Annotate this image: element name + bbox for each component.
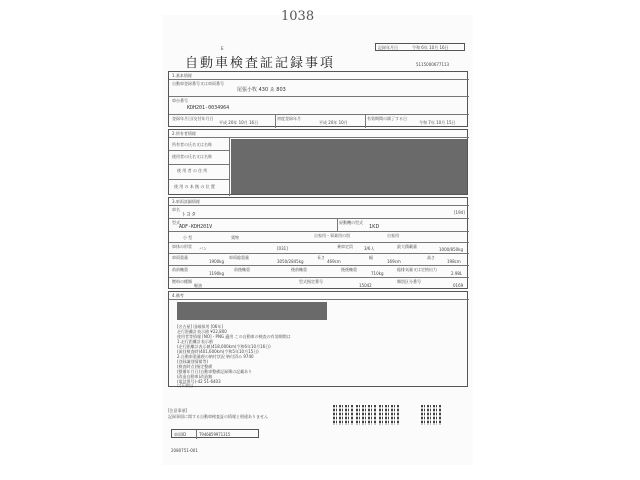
first-year-label: 初度登録年月 <box>277 116 301 121</box>
section-basic-info <box>168 71 468 127</box>
body-value: バン <box>199 246 207 251</box>
maker-value: トヨタ <box>181 212 197 218</box>
reg-number-value: 尾張小牧 430 ゑ 803 <box>237 87 286 93</box>
remark-line: (走行距離計表示値)418,000km(令和6年10月16日) <box>177 344 271 349</box>
vehicle-id-box <box>171 429 259 438</box>
user-address-label: 使 用 者 の 住 所 <box>177 168 208 173</box>
qr-code <box>421 405 441 425</box>
use-label: 自家用・事業用の別 <box>314 233 350 238</box>
first-reg-label: 登録年月日/交付年月日 <box>172 116 214 121</box>
engine-label: 原動機の型式 <box>339 220 363 225</box>
weight-value: 1900kg <box>209 259 225 264</box>
model-number-value: 15042 <box>359 283 372 288</box>
remark-line: 2.自動車重量税の納付状況 納付済み 9740 <box>177 354 254 359</box>
expiry-label: 有効期間の満了する日 <box>367 116 407 121</box>
gross-label: 車両総重量 <box>229 255 249 260</box>
class-number-label: 類別区分番号 <box>397 279 421 284</box>
length-value: 469cm <box>327 259 341 264</box>
height-value: 198cm <box>447 259 461 264</box>
qr-code <box>356 405 376 425</box>
maker-label: 車名 <box>172 207 180 212</box>
remark-line: 走行距離計表示値 ¥22,800 <box>177 329 227 334</box>
small-e-mark: E <box>221 46 224 51</box>
redacted-remarks-block <box>177 302 327 320</box>
section1-heading: 1.基本情報 <box>172 73 192 78</box>
weight-label: 車両重量 <box>172 255 188 260</box>
first-year-value: 平成 20年 10月 <box>319 120 348 125</box>
front-rear-axle-label: 前後軸重 <box>234 267 250 272</box>
fuel-label: 燃料の種類 <box>172 279 192 284</box>
cargo-label: 貨物 <box>231 235 239 240</box>
section-vehicle-details <box>168 197 468 289</box>
width-label: 幅 <box>369 255 373 260</box>
remark-line: (検査時点)指定整備 <box>177 364 213 369</box>
remark-line: (登録識別情報等) <box>177 359 209 364</box>
qr-code <box>379 405 399 425</box>
vin-value: KDH201-0034964 <box>187 105 230 111</box>
base-location-label: 使 用 の 本 拠 の 位 置 <box>174 184 215 189</box>
document-code: 5115000677113 <box>416 62 450 67</box>
displacement-label: 総排気量又は定格出力 <box>397 267 437 272</box>
capacity-value: 3/6人 <box>364 246 375 251</box>
width-value: 169cm <box>387 259 401 264</box>
document-title: 自動車検査証記録事項 <box>185 56 336 71</box>
capacity-label: 乗車定員 <box>337 244 353 249</box>
displacement-value: 2.98L <box>451 271 463 276</box>
vin-label: 車台番号 <box>172 98 188 103</box>
expiry-value: 令和 7年 10月 15日 <box>419 120 456 125</box>
height-label: 高さ <box>427 255 435 260</box>
qr-code <box>333 405 353 425</box>
front-front-axle-value: 1190kg <box>209 271 225 276</box>
length-label: 長さ <box>317 255 325 260</box>
owner-label: 所有者の氏名又は名称 <box>172 142 212 147</box>
reg-number-label: 自動車登録番号又は車両番号 <box>172 81 224 86</box>
vehicle-id-value: T946059971315 <box>199 432 231 437</box>
model-value: ADF-KDH201V <box>179 224 213 230</box>
engine-value: 1KD <box>369 224 380 230</box>
model-number-label: 型式指定番号 <box>299 279 323 284</box>
use-value: 自家用 <box>387 233 399 238</box>
rear-rear-axle-label: 後後軸重 <box>341 267 357 272</box>
body-label: 車体の形状 <box>172 244 192 249</box>
vehicle-id-label: 車両ID <box>174 432 187 437</box>
section2-heading: 2.所有者情報 <box>172 131 196 136</box>
remark-line: (前回検査時)401,600km(令和5年10月15日) <box>177 349 259 354</box>
front-front-axle-label: 前前軸重 <box>172 267 188 272</box>
remark-line: (整備年月日)自動車整備記録簿の記載あり <box>177 369 253 374</box>
size-label: 小 型 <box>183 235 193 240</box>
notice-text: 記録事項に関する自動車検査証の情報と相違ありません <box>168 414 268 419</box>
remark-line: (改造自動車)改造無 <box>177 374 213 379</box>
bottom-code: 2080751-001 <box>171 448 198 453</box>
remark-line: 使用者等情報 [NO]・PNG 適用 この自動車の検査の有効期間は <box>177 334 291 339</box>
document-sheet <box>163 9 473 465</box>
remark-line: [名古屋] 国縁採用 [06年] <box>177 324 223 329</box>
max-load-value: 1000/850kg <box>439 247 464 252</box>
handwritten-number: 1038 <box>281 9 315 24</box>
model-label: 型式 <box>172 220 180 225</box>
section4-heading: 4.備考 <box>172 293 184 298</box>
remark-line: (電話番号)-42 51-6403 <box>177 379 221 384</box>
first-reg-value: 平成 20年 10月 16日 <box>219 120 259 125</box>
body-code: [031] <box>277 246 288 251</box>
issue-date-value: 令和 6年 10月 16日 <box>412 45 449 50</box>
remark-line: 以下余白 <box>177 383 193 388</box>
section3-heading: 3.車両詳細情報 <box>172 199 200 204</box>
user-label: 使用者の氏名又は名称 <box>172 154 212 159</box>
max-load-label: 最大積載量 <box>397 244 417 249</box>
gross-value: 3050/2845kg <box>277 259 304 264</box>
remark-line: 1.走行距離計表示値 <box>177 339 213 344</box>
rear-rear-axle-value: 710kg <box>371 271 384 276</box>
section-remarks <box>168 291 468 387</box>
redacted-owner-block <box>231 139 467 194</box>
rear-front-axle-label: 後前軸重 <box>291 267 307 272</box>
class-number-value: 0169 <box>453 283 464 288</box>
section-owner-info <box>168 129 468 195</box>
fuel-value: 軽油 <box>194 283 202 288</box>
issue-date-label: 記録年月日 <box>378 45 398 50</box>
notice-heading: [注意事項] <box>168 408 188 413</box>
maker-code: [194] <box>454 210 465 215</box>
issue-date-box <box>375 43 465 51</box>
